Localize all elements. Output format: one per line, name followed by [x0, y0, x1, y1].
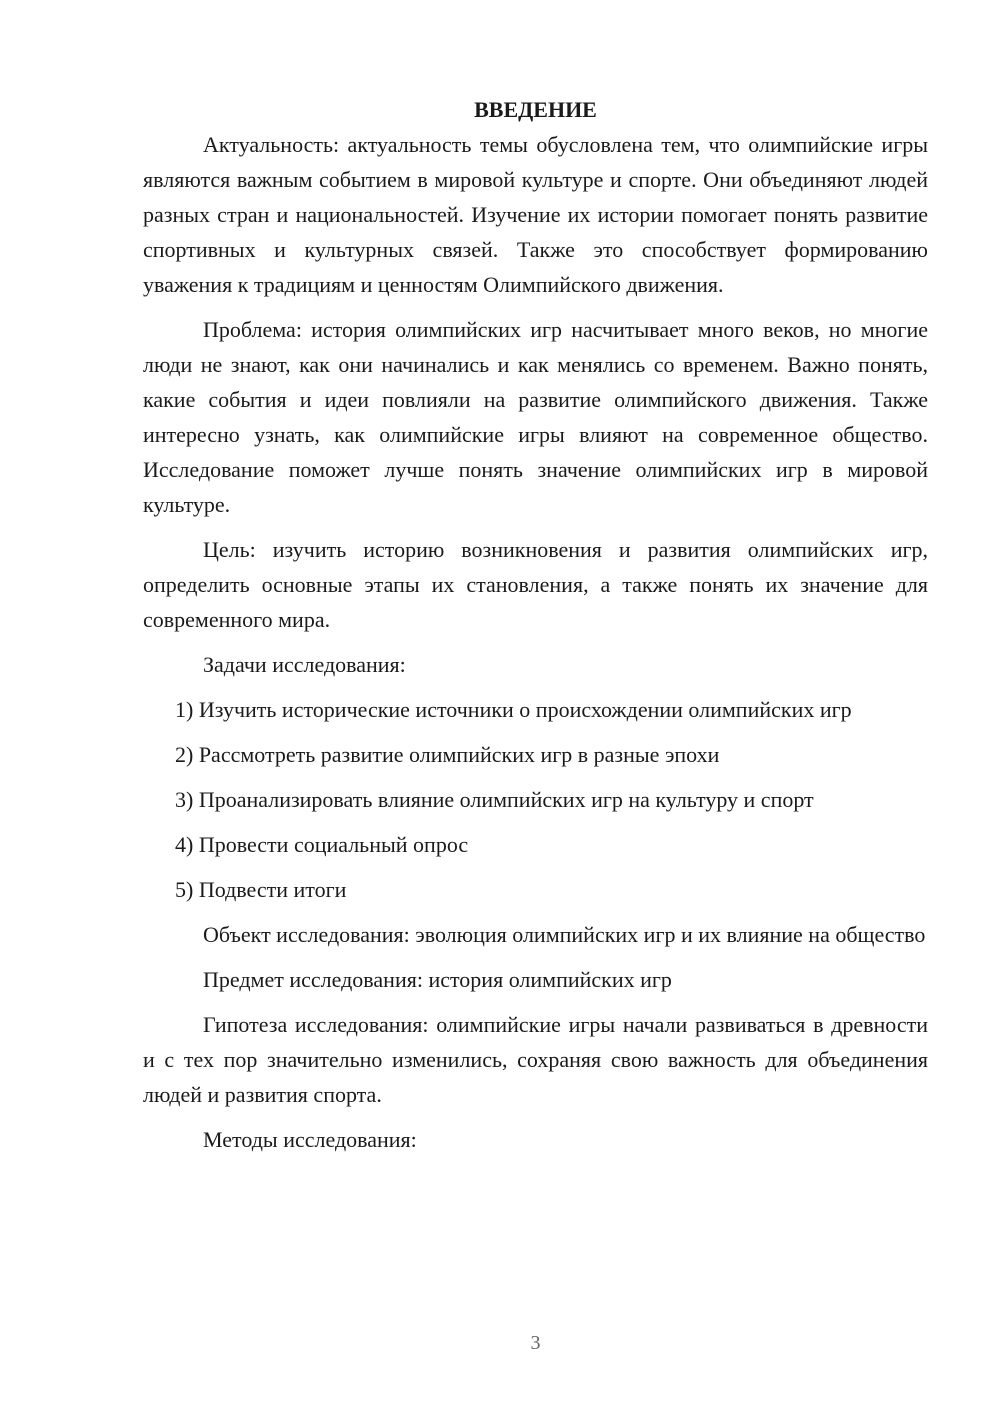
- section-title: ВВЕДЕНИЕ: [474, 97, 597, 122]
- paragraph-object: Объект исследования: эволюция олимпийских игр и их влияние на общество: [203, 922, 926, 947]
- paragraph-relevance: Актуальность: актуальность темы обусловлена тем, что олимпийские игры являются важным событием в мировой культуре и спорте. Они объединяют людей разных стран и национальностей. Изучение их истории помогает понять развитие спортивных и культурных связей. Также это способствует формированию уважения к традициям и ценностям Олимпийского движения.: [143, 132, 928, 297]
- paragraph-hypothesis: Гипотеза исследования: олимпийские игры начали развиваться в древности и с тех пор значительно изменились, сохраняя свою важность для объединения людей и развития спорта.: [143, 1012, 928, 1107]
- page-number: 3: [530, 1332, 541, 1354]
- list-item-task-3: 3) Проанализировать влияние олимпийских игр на культуру и спорт: [175, 787, 814, 812]
- list-item-task-1: 1) Изучить исторические источники о происхождении олимпийских игр: [175, 697, 852, 722]
- paragraph-subject: Предмет исследования: история олимпийских игр: [203, 967, 672, 992]
- paragraph-tasks-heading: Задачи исследования:: [203, 652, 406, 677]
- page-content: [143, 92, 928, 1167]
- paragraph-methods-heading: Методы исследования:: [203, 1127, 417, 1152]
- list-item-task-2: 2) Рассмотреть развитие олимпийских игр в разные эпохи: [175, 742, 720, 767]
- paragraph-problem: Проблема: история олимпийских игр насчитывает много веков, но многие люди не знают, как они начинались и как менялись со временем. Важно понять, какие события и идеи повлияли на развитие олимпийского движения. Также интересно узнать, как олимпийские игры влияют на современное общество. Исследование поможет лучше понять значение олимпийских игр в мировой культуре.: [143, 317, 928, 517]
- paragraph-goal: Цель: изучить историю возникновения и развития олимпийских игр, определить основные этапы их становления, а также понять их значение для современного мира.: [143, 537, 928, 632]
- list-item-task-4: 4) Провести социальный опрос: [175, 832, 469, 857]
- list-item-task-5: 5) Подвести итоги: [175, 877, 347, 902]
